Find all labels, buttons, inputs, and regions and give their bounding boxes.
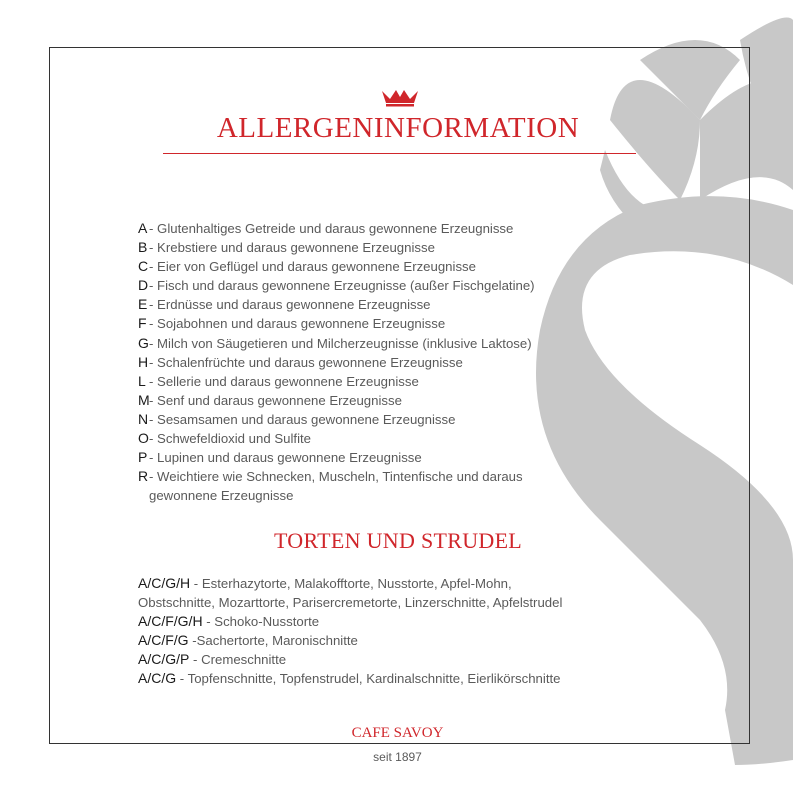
founding-year: seit 1897 (373, 750, 422, 764)
cake-names: - Schoko-Nusstorte (202, 614, 320, 630)
list-item (138, 391, 618, 410)
allergen-description: - Glutenhaltiges Getreide und daraus gewonnene Erzeugnisse (149, 221, 514, 236)
cake-names: - Topfenschnitte, Topfenstrudel, Kardinalschnitte, Eierlikörschnitte (176, 671, 561, 687)
allergen-description: - Sojabohnen und daraus gewonnene Erzeugnisse (149, 316, 446, 332)
allergen-code: D (138, 277, 149, 294)
list-item (138, 669, 638, 688)
allergen-description: - Weichtiere wie Schnecken, Muscheln, Tintenfische und daraus gewonnene Erzeugnisse (149, 469, 523, 504)
cake-names: -Sachertorte, Maronischnitte (188, 633, 358, 649)
allergen-description: - Erdnüsse und daraus gewonnene Erzeugnisse (149, 297, 431, 313)
allergen-description: - Lupinen und daraus gewonnene Erzeugnisse (149, 450, 422, 466)
list-item (138, 334, 618, 353)
allergen-code: F (138, 315, 147, 332)
list-item (138, 410, 618, 429)
allergen-list (138, 219, 618, 505)
allergen-code: O (138, 430, 149, 447)
title-divider (163, 153, 636, 154)
allergen-description: - Krebstiere und daraus gewonnene Erzeugnisse (149, 240, 435, 256)
cake-codes: A/C/G/H (138, 575, 191, 591)
allergen-code: R (138, 468, 149, 485)
allergen-code: E (138, 296, 148, 313)
allergen-code: B (138, 239, 148, 256)
allergen-description: - Sellerie und daraus gewonnene Erzeugnisse (149, 373, 419, 389)
allergen-code: H (138, 353, 149, 370)
list-item (138, 257, 618, 276)
list-item (138, 353, 618, 372)
cake-names: - Cremeschnitte (189, 652, 287, 668)
allergen-description: - Schalenfrüchte und daraus gewonnene Erzeugnisse (149, 354, 463, 370)
brand-name: CAFE SAVOY (351, 725, 444, 741)
list-item (138, 219, 618, 238)
allergen-code: C (138, 258, 149, 275)
allergen-description: - Sesamsamen und daraus gewonnene Erzeugnisse (149, 411, 456, 427)
allergen-description: - Eier von Geflügel und daraus gewonnene Erzeugnisse (149, 259, 476, 275)
list-item (138, 238, 618, 257)
allergen-description: - Senf und daraus gewonnene Erzeugnisse (149, 392, 402, 408)
section-title: TORTEN UND STRUDEL (273, 528, 523, 553)
allergen-description: - Schwefeldioxid und Sulfite (149, 431, 312, 447)
cake-codes: A/C/G/P (138, 651, 190, 668)
cake-codes: A/C/G (138, 670, 177, 687)
allergen-code: P (138, 449, 148, 466)
crown-icon (380, 87, 420, 107)
page-title: ALLERGENINFORMATION (216, 112, 580, 144)
allergen-description: - Milch von Säugetieren und Milcherzeugnisse (inklusive Laktose) (149, 335, 532, 351)
list-item (138, 372, 618, 391)
allergen-code: G (138, 334, 149, 351)
list-item (138, 631, 638, 650)
cake-names: - Esterhazytorte, Malakofftorte, Nusstorte, Apfel-Mohn, (190, 576, 512, 591)
list-item (138, 276, 618, 295)
cake-list (138, 574, 638, 689)
list-item (138, 467, 618, 505)
list-item (138, 448, 618, 467)
allergen-code: A (138, 220, 148, 236)
allergen-code: L (138, 372, 146, 389)
cake-codes: A/C/F/G/H (138, 613, 203, 630)
list-item (138, 429, 618, 448)
cake-codes: A/C/F/G (138, 632, 189, 649)
list-item (138, 574, 638, 593)
cake-names: Obstschnitte, Mozarttorte, Parisercremetorte, Linzerschnitte, Apfelstrudel (138, 595, 563, 611)
list-item (138, 295, 618, 314)
list-item (138, 650, 638, 669)
list-item (138, 314, 618, 333)
allergen-code: M (138, 391, 150, 408)
list-item (138, 612, 638, 631)
allergen-description: - Fisch und daraus gewonnene Erzeugnisse (außer Fischgelatine) (149, 278, 535, 294)
list-item-continuation (138, 593, 638, 612)
allergen-code: N (138, 410, 149, 427)
